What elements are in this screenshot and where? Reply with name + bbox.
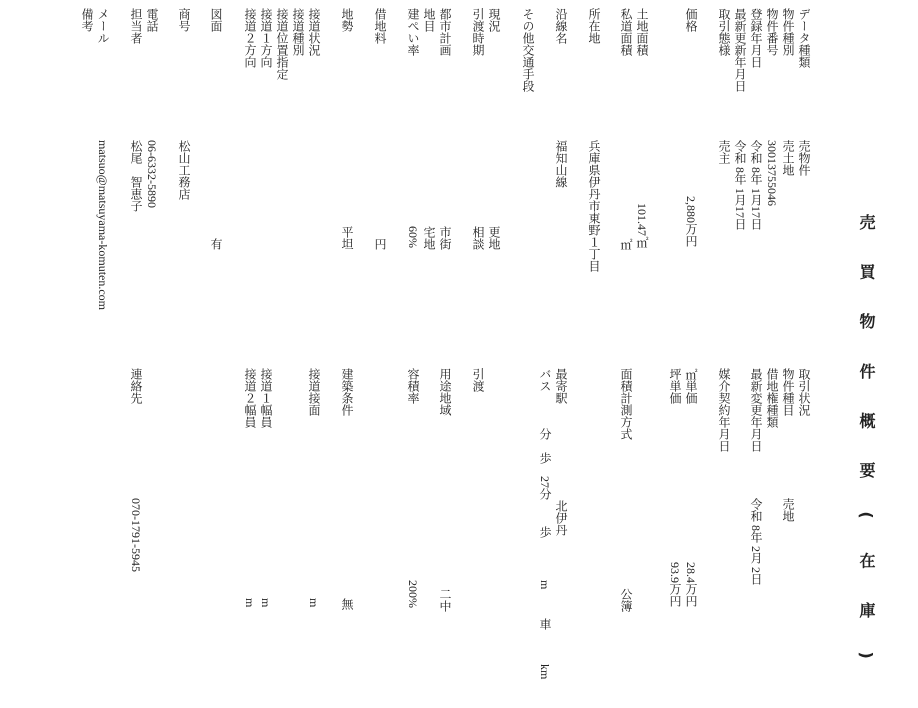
label-property-item: 物件種目 [781, 368, 795, 416]
label-property-type: 物件種別 [781, 8, 795, 56]
value-walk-dist: m [538, 580, 552, 590]
value-km: km [538, 664, 552, 680]
value-line-name: 福知山線 [554, 140, 568, 188]
label-nearest-station: 最寄駅 [554, 368, 568, 404]
label-measure-method: 面積計測方式 [619, 368, 633, 440]
value-registered-date: 令和 8年 1月17日 [749, 140, 763, 230]
value-land-area: 101.47㎡ [635, 203, 649, 248]
label-brokerage-date: 媒介契約年月日 [717, 368, 731, 452]
value-latest-change-date: 令和 8年 2月 2日 [749, 498, 763, 585]
label-land-area: 土地面積 [635, 8, 649, 56]
label-land-lease: 借地料 [373, 8, 387, 44]
value-coverage: 60% [406, 226, 420, 248]
value-property-number: 30013755046 [765, 140, 779, 206]
label-land-category: 地目 [422, 8, 436, 32]
label-road-designation: 接道位置指定 [275, 8, 289, 80]
label-private-road-area: 私道面積 [619, 8, 633, 56]
label-delivery: 引渡時期 [471, 8, 485, 56]
label-latest-change-date: 最新変更年月日 [749, 368, 763, 452]
value-road-width2: m [243, 598, 257, 608]
value-measure-method: 公簿 [619, 588, 633, 612]
value-city-plan: 市街 [438, 226, 452, 250]
value-car: 車 [538, 618, 552, 630]
label-use-zone: 用途地域 [438, 368, 452, 416]
label-other-transport: その他交通手段 [521, 8, 535, 92]
label-road-width1: 接道１幅員 [259, 368, 273, 428]
label-road-dir2: 接道２方向 [243, 8, 257, 68]
sheet-title: 売 買 物 件 概 要 ( 在 庫 ) [857, 214, 876, 673]
label-road-type: 接道種別 [291, 8, 305, 56]
label-location: 所在地 [587, 8, 601, 44]
label-contact: 連絡先 [129, 368, 143, 404]
label-sqm-price: ㎡単価 [684, 368, 698, 404]
label-road-dir1: 接道１方向 [259, 8, 273, 68]
value-sqm-price: 28.4万円 [684, 562, 698, 607]
value-land-category: 宅地 [422, 226, 436, 250]
value-updated-date: 令和 8年 1月17日 [733, 140, 747, 230]
label-lease-right-type: 借地権種類 [765, 368, 779, 428]
label-phone: 電話 [145, 8, 159, 32]
value-property-type: 売土地 [781, 140, 795, 176]
value-tsubo-price: 93.9万円 [668, 562, 682, 607]
label-road-status: 接道状況 [307, 8, 321, 56]
label-registered-date: 登録年月日 [749, 8, 763, 68]
value-station: 北伊丹 [554, 500, 568, 536]
label-property-number: 物件番号 [765, 8, 779, 56]
label-transaction-status: 取引状況 [797, 368, 811, 416]
value-walk-label: 歩 [538, 526, 552, 538]
label-tsubo-price: 坪単価 [668, 368, 682, 404]
value-floor-area-ratio: 200% [406, 580, 420, 608]
label-person: 担当者 [129, 8, 143, 44]
label-updated-date: 最新更新年月日 [733, 8, 747, 92]
value-land-lease: 円 [373, 238, 387, 250]
value-status: 更地 [487, 226, 501, 250]
label-price: 価格 [684, 8, 698, 32]
value-walk-min: 27分 [538, 476, 552, 500]
label-city-plan: 都市計画 [438, 8, 452, 56]
value-building-condition: 無 [340, 598, 354, 610]
value-contact: 070-1791-5945 [129, 498, 143, 572]
label-line-name: 沿線名 [554, 8, 568, 44]
label-walk: 歩 [538, 452, 552, 464]
label-transaction-mode: 取引態様 [717, 8, 731, 56]
label-building-condition: 建築条件 [340, 368, 354, 416]
value-price: 2,880万円 [684, 196, 698, 247]
value-phone: 06-6332-5890 [145, 140, 159, 208]
label-handover: 引渡 [471, 368, 485, 392]
value-transaction-mode: 売主 [717, 140, 731, 164]
label-drawing: 図面 [209, 8, 223, 32]
value-trade-name: 松山工務店 [177, 140, 191, 200]
label-trade-name: 商号 [177, 8, 191, 32]
value-road-width1: m [259, 598, 273, 608]
value-person: 松尾 智恵子 [129, 140, 143, 212]
label-data-type: データ種類 [797, 8, 811, 68]
value-use-zone: 二中 [438, 588, 452, 612]
value-email: matsuo@matsuyama-komuten.com [96, 140, 110, 311]
value-private-road-area: ㎡ [619, 238, 633, 250]
label-road-frontage: 接道接面 [307, 368, 321, 416]
value-terrain: 平坦 [340, 226, 354, 250]
value-delivery: 相談 [471, 226, 485, 250]
value-property-item: 売地 [781, 498, 795, 522]
value-road-frontage: m [307, 598, 321, 608]
label-status: 現況 [487, 8, 501, 32]
label-remarks: 備考 [80, 8, 94, 32]
value-drawing: 有 [209, 238, 223, 250]
label-coverage: 建ぺい率 [406, 8, 420, 56]
value-location: 兵庫県伊丹市東野１丁目 [587, 140, 601, 272]
label-road-width2: 接道２幅員 [243, 368, 257, 428]
label-bus: バス 分 [538, 368, 552, 440]
label-terrain: 地勢 [340, 8, 354, 32]
label-email: メール [96, 8, 110, 44]
value-data-type: 売物件 [797, 140, 811, 176]
label-floor-area-ratio: 容積率 [406, 368, 420, 404]
